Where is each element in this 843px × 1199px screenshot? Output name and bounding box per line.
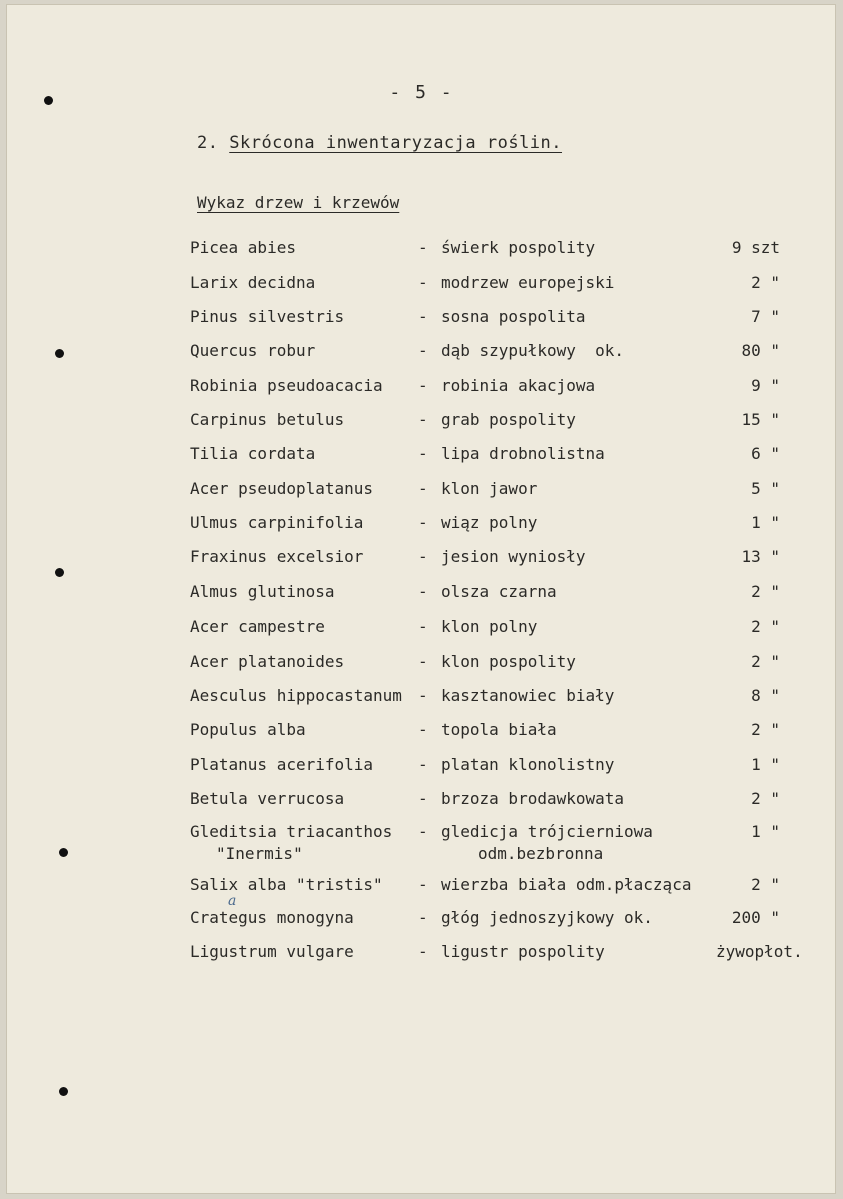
table-row xyxy=(0,273,843,303)
plant-count: 200 " xyxy=(731,908,780,927)
plant-count: 7 " xyxy=(751,307,780,326)
table-row xyxy=(0,875,843,905)
separator-dash: - xyxy=(418,444,428,463)
polish-name-variety: odm.bezbronna xyxy=(478,844,604,863)
plant-count: 2 " xyxy=(751,720,780,739)
separator-dash: - xyxy=(418,307,428,326)
plant-count: 1 " xyxy=(751,513,780,532)
table-row xyxy=(0,307,843,337)
plant-count: 9 szt xyxy=(731,238,780,257)
polish-name: robinia akacjowa xyxy=(441,376,596,395)
latin-name: Picea abies xyxy=(190,238,296,257)
plant-count: 2 " xyxy=(751,273,780,292)
table-row xyxy=(0,513,843,543)
plant-count: 9 " xyxy=(751,376,780,395)
separator-dash: - xyxy=(418,720,428,739)
latin-name: Acer pseudoplatanus xyxy=(190,479,374,498)
table-row xyxy=(0,617,843,647)
plant-count: 15 " xyxy=(741,410,780,429)
separator-dash: - xyxy=(418,755,428,774)
latin-name: Pinus silvestris xyxy=(190,307,345,326)
separator-dash: - xyxy=(418,908,428,927)
latin-name: Fraxinus excelsior xyxy=(190,547,364,566)
table-row xyxy=(0,942,843,972)
latin-name-cultivar: "Inermis" xyxy=(216,844,303,863)
latin-name: Aesculus hippocastanum xyxy=(190,686,402,705)
polish-name: brzoza brodawkowata xyxy=(441,789,625,808)
separator-dash: - xyxy=(418,652,428,671)
handwritten-correction: a xyxy=(228,893,237,909)
separator-dash: - xyxy=(418,582,428,601)
latin-name: Betula verrucosa xyxy=(190,789,345,808)
separator-dash: - xyxy=(418,686,428,705)
plant-count: 2 " xyxy=(751,789,780,808)
polish-name: jesion wyniosły xyxy=(441,547,586,566)
polish-name: ligustr pospolity xyxy=(441,942,605,961)
separator-dash: - xyxy=(418,341,428,360)
polish-name: głóg jednoszyjkowy ok. xyxy=(441,908,653,927)
polish-name: topola biała xyxy=(441,720,557,739)
table-row xyxy=(0,686,843,716)
separator-dash: - xyxy=(418,942,428,961)
polish-name: wiąz polny xyxy=(441,513,538,532)
list-title: Wykaz drzew i krzewów xyxy=(197,193,400,212)
polish-name: platan klonolistny xyxy=(441,755,615,774)
table-row xyxy=(0,720,843,750)
latin-name: Quercus robur xyxy=(190,341,316,360)
separator-dash: - xyxy=(418,238,428,257)
latin-name: Robinia pseudoacacia xyxy=(190,376,383,395)
separator-dash: - xyxy=(418,822,428,841)
table-row xyxy=(0,822,843,863)
latin-name: Tilia cordata xyxy=(190,444,316,463)
polish-name: gledicja trójcierniowa xyxy=(441,822,653,841)
separator-dash: - xyxy=(418,376,428,395)
section-title: Skrócona inwentaryzacja roślin. xyxy=(229,133,563,153)
punch-hole-5 xyxy=(59,1087,68,1096)
table-row xyxy=(0,341,843,371)
plant-count: 2 " xyxy=(751,875,780,894)
table-row xyxy=(0,908,843,938)
polish-name: sosna pospolita xyxy=(441,307,586,326)
latin-name: Acer campestre xyxy=(190,617,325,636)
table-row xyxy=(0,755,843,785)
plant-count: 1 " xyxy=(751,822,780,841)
plant-count: 2 " xyxy=(751,617,780,636)
separator-dash: - xyxy=(418,273,428,292)
latin-name: Populus alba xyxy=(190,720,306,739)
separator-dash: - xyxy=(418,789,428,808)
plant-count: 6 " xyxy=(751,444,780,463)
table-row xyxy=(0,238,843,268)
table-row xyxy=(0,479,843,509)
polish-name: świerk pospolity xyxy=(441,238,596,257)
latin-name: Salix alba "tristis" xyxy=(190,875,383,894)
plant-count: 2 " xyxy=(751,652,780,671)
table-row xyxy=(0,582,843,612)
plant-count: 80 " xyxy=(741,341,780,360)
polish-name: klon polny xyxy=(441,617,538,636)
polish-name: kasztanowiec biały xyxy=(441,686,615,705)
table-row xyxy=(0,789,843,819)
separator-dash: - xyxy=(418,547,428,566)
polish-name: lipa drobnolistna xyxy=(441,444,605,463)
latin-name: Ligustrum vulgare xyxy=(190,942,354,961)
latin-name: Larix decidna xyxy=(190,273,316,292)
polish-name: grab pospolity xyxy=(441,410,576,429)
table-row xyxy=(0,376,843,406)
plant-count: 2 " xyxy=(751,582,780,601)
latin-name: Almus glutinosa xyxy=(190,582,335,601)
table-row xyxy=(0,410,843,440)
plant-count: 8 " xyxy=(751,686,780,705)
section-heading xyxy=(197,133,562,153)
latin-name: Carpinus betulus xyxy=(190,410,345,429)
polish-name: klon pospolity xyxy=(441,652,576,671)
latin-name: Gleditsia triacanthos xyxy=(190,822,393,841)
page-number: - 5 - xyxy=(389,82,454,103)
latin-name: Crategus monogyna xyxy=(190,908,354,927)
table-row xyxy=(0,652,843,682)
separator-dash: - xyxy=(418,513,428,532)
separator-dash: - xyxy=(418,875,428,894)
polish-name: wierzba biała odm.płacząca xyxy=(441,875,692,894)
polish-name: dąb szypułkowy ok. xyxy=(441,341,625,360)
table-row xyxy=(0,547,843,577)
section-number: 2. xyxy=(197,133,219,153)
polish-name: klon jawor xyxy=(441,479,538,498)
plant-count: 13 " xyxy=(741,547,780,566)
latin-name: Acer platanoides xyxy=(190,652,345,671)
latin-name: Platanus acerifolia xyxy=(190,755,374,774)
plant-count: 5 " xyxy=(751,479,780,498)
separator-dash: - xyxy=(418,479,428,498)
plant-count: żywopłot. xyxy=(716,942,803,961)
plant-count: 1 " xyxy=(751,755,780,774)
table-row xyxy=(0,444,843,474)
separator-dash: - xyxy=(418,617,428,636)
polish-name: modrzew europejski xyxy=(441,273,615,292)
polish-name: olsza czarna xyxy=(441,582,557,601)
latin-name: Ulmus carpinifolia xyxy=(190,513,364,532)
separator-dash: - xyxy=(418,410,428,429)
